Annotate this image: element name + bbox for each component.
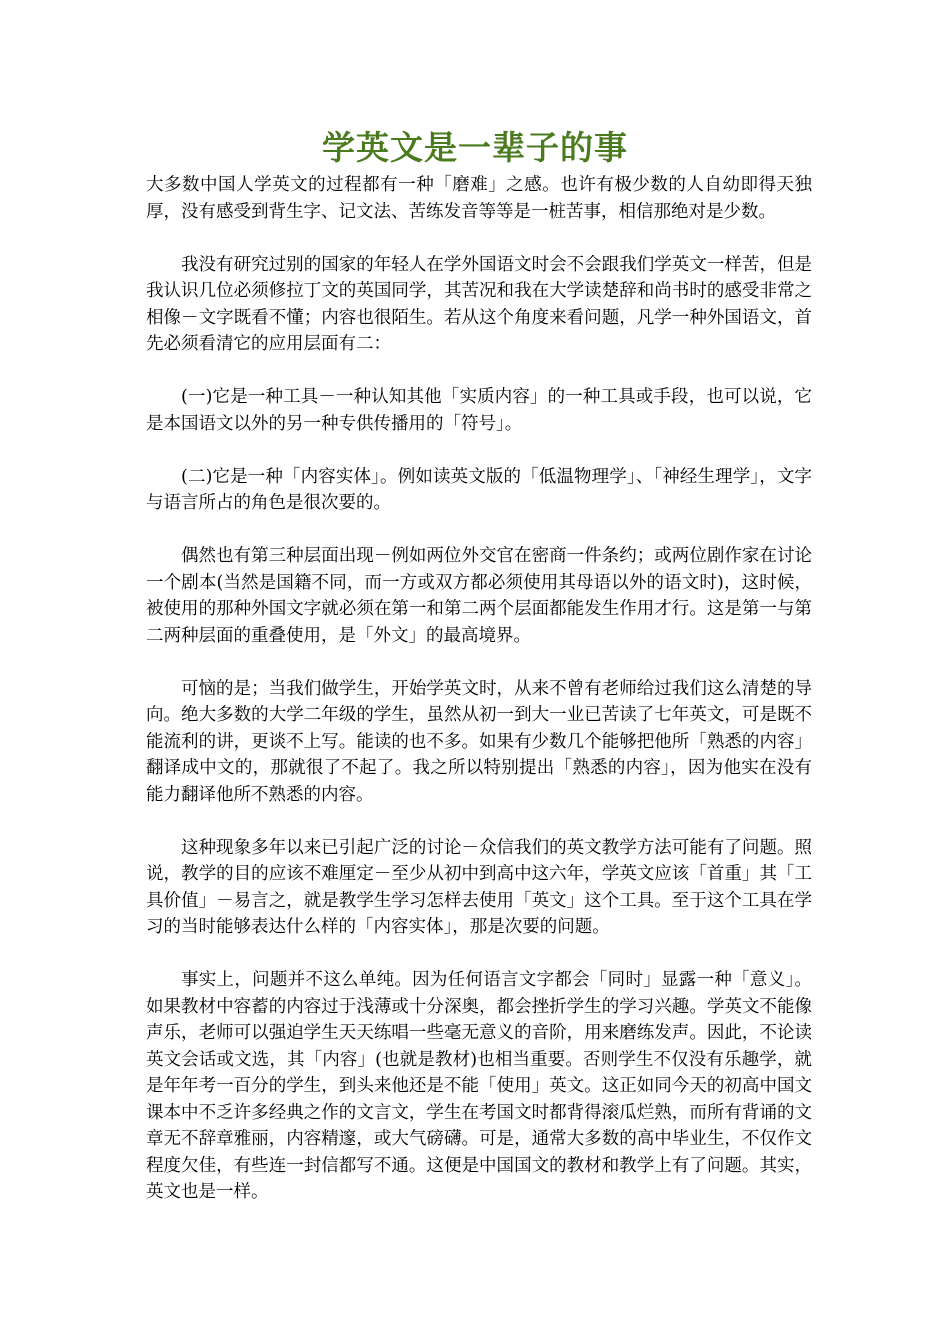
document-title: 学英文是一辈子的事 bbox=[322, 128, 628, 167]
paragraph-2: 我没有研究过别的国家的年轻人在学外国语文时会不会跟我们学英文一样苦，但是我认识几位必须修拉丁文的英国同学，其苦况和我在大学读楚辞和尚书时的感受非常之相像－文字既看不懂；内容也很陌生。若从这个角度来看问题，凡学一种外国语文，首先必须看清它的应用层面有二： bbox=[146, 254, 812, 354]
paragraph-4: (二)它是一种「内容实体」。例如读英文版的「低温物理学」、「神经生理学」，文字与语言所占的角色是很次要的。 bbox=[146, 466, 812, 513]
paragraph-3: (一)它是一种工具－一种认知其他「实质内容」的一种工具或手段，也可以说，它是本国语文以外的另一种专供传播用的「符号」。 bbox=[146, 387, 812, 434]
paragraph-6: 可恼的是；当我们做学生，开始学英文时，从来不曾有老师给过我们这么清楚的导向。绝大多数的大学二年级的学生，虽然从初一到大一业已苦读了七年英文，可是既不能流利的讲，更谈不上写。能读的也不多。如果有少数几个能够把他所「熟悉的内容」翻译成中文的，那就很了不起了。我之所以特别提出「熟悉的内容」，因为他实在没有能力翻译他所不熟悉的内容。 bbox=[146, 678, 812, 805]
paragraph-7: 这种现象多年以来已引起广泛的讨论－众信我们的英文教学方法可能有了问题。照说，教学的目的应该不难厘定－至少从初中到高中这六年，学英文应该「首重」其「工具价值」－易言之，就是教学生学习怎样去使用「英文」这个工具。至于这个工具在学习的当时能够表达什么样的「内容实体」，那是次要的问题。 bbox=[146, 837, 812, 937]
paragraph-5: 偶然也有第三种层面出现－例如两位外交官在密商一件条约；或两位剧作家在讨论一个剧本(当然是国籍不同，而一方或双方都必须使用其母语以外的语文时)，这时候，被使用的那种外国文字就必须在第一和第二两个层面都能发生作用才行。这是第一与第二两种层面的重叠使用，是「外文」的最高境界。 bbox=[146, 546, 812, 646]
paragraph-8: 事实上，问题并不这么单纯。因为任何语言文字都会「同时」显露一种「意义」。如果教材中容蓄的内容过于浅薄或十分深奥，都会挫折学生的学习兴趣。学英文不能像声乐，老师可以强迫学生天天练唱一些毫无意义的音阶，用来磨练发声。因此，不论读英文会话或文选，其「内容」(也就是教材)也相当重要。否则学生不仅没有乐趣学，就是年年考一百分的学生，到头来他还是不能「使用」英文。这正如同今天的初高中国文课本中不乏许多经典之作的文言文，学生在考国文时都背得滚瓜烂熟，而所有背诵的文章无不辞章雅丽，内容精邃，或大气磅礴。可是，通常大多数的高中毕业生，不仅作文程度欠佳，有些连一封信都写不通。这便是中国国文的教材和教学上有了问题。其实，英文也是一样。 bbox=[146, 970, 812, 1202]
paragraph-1: 大多数中国人学英文的过程都有一种「磨难」之感。也许有极少数的人自幼即得天独厚，没有感受到背生字、记文法、苦练发音等等是一桩苦事，相信那绝对是少数。 bbox=[146, 175, 812, 222]
document-body bbox=[146, 172, 812, 1232]
